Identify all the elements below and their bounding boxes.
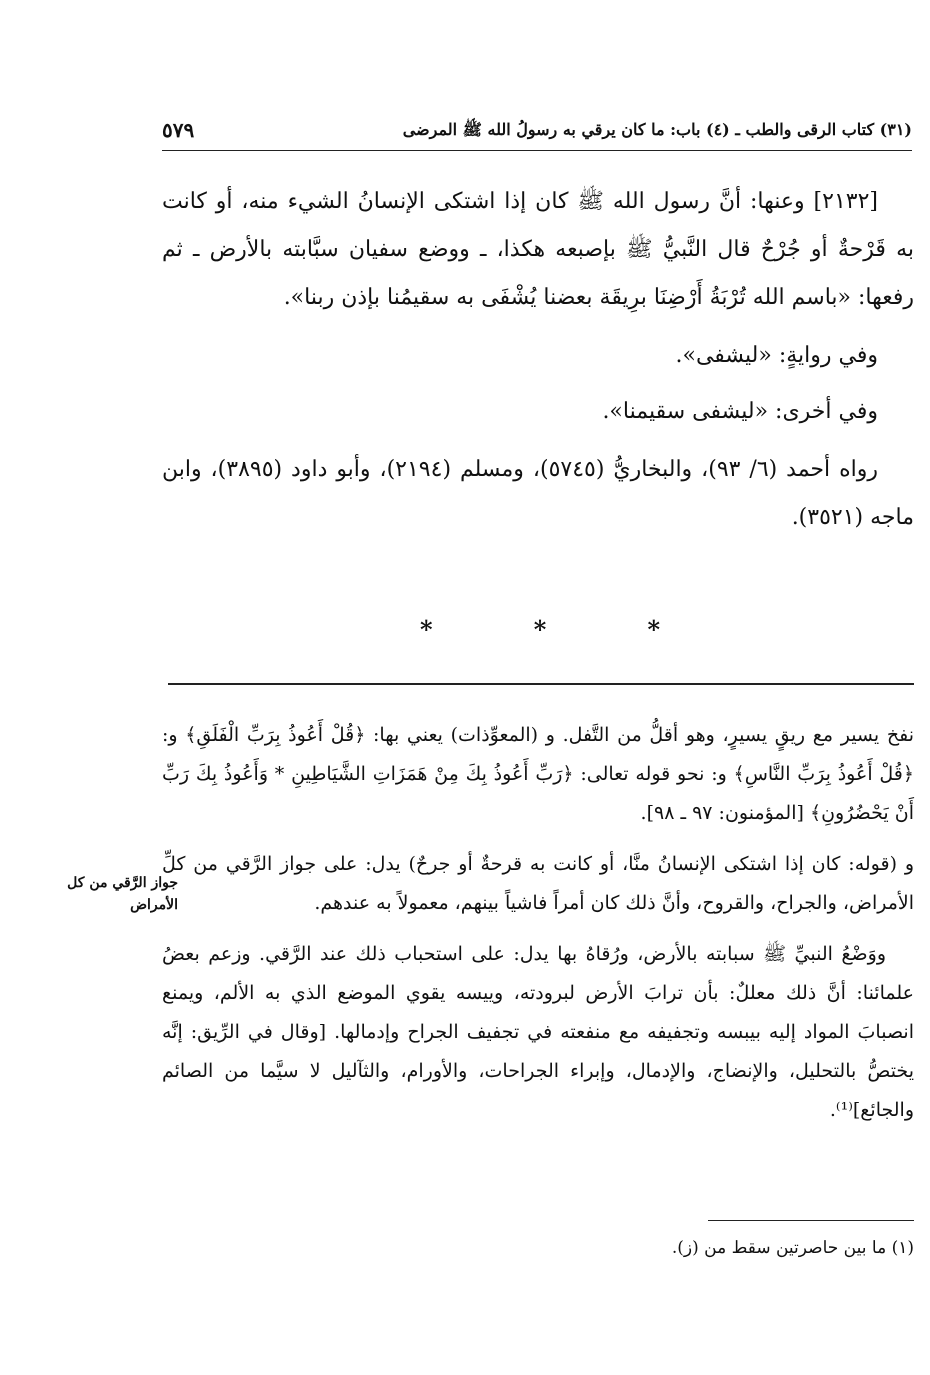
hadith-source: رواه أحمد (٦/ ٩٣)، والبخاريُّ (٥٧٤٥)، ومسلم (٢١٩٤)، وأبو داود (٣٨٩٥)، وابن ماجه (٣٥٢١).	[162, 457, 914, 530]
star-2: *	[533, 615, 547, 644]
header-title: (٣١) كتاب الرقى والطب ـ (٤) باب: ما كان يرقي به رسولُ الله ﷺ المرضى	[402, 120, 912, 139]
hadith-variant-1: وفي روايةٍ: «ليشفى».	[675, 343, 878, 368]
commentary-paragraph-2: و (قوله: كان إذا اشتكى الإنسانُ منَّا، أو كانت به قرحةٌ أو جرحٌ) يدل: على جواز الرَّقي من كلِّ الأمراض، والجراح، والقروح، وأنَّ ذلك كان أمراً فاشياً بينهم، معمولاً به عندهم.	[162, 853, 914, 914]
star-3: *	[420, 615, 433, 644]
star-1: *	[647, 615, 660, 644]
commentary-paragraph-1: نفخ يسير مع ريقٍ يسيرٍ، وهو أقلُّ من التَّفل. و (المعوِّذات) يعني بها: ﴿قُلْ أَعُوذُ بِرَبِّ الْفَلَقِ﴾ و: ﴿قُلْ أَعُوذُ بِرَبِّ النَّاسِ﴾ و: نحو قوله تعالى: ﴿رَبِّ أَعُوذُ بِكَ مِنْ هَمَزَاتِ الشَّيَاطِينِ * وَأَعُوذُ بِكَ رَبِّ أَنْ يَحْضُرُونِ﴾ [المؤمنون: ٩٧ ـ ٩٨].	[162, 724, 914, 824]
hadith-variant-2: وفي أخرى: «ليشفى سقيمنا».	[602, 399, 878, 424]
commentary-separator-line	[168, 683, 914, 685]
hadith-text: [٢١٣٢] وعنها: أنَّ رسول الله ﷺ كان إذا اشتكى الإنسانُ الشيء منه، أو كانت به قَرْحةٌ أو جُرْحٌ قال النَّبيُّ ﷺ بإصبعه هكذا، ـ ووضع سفيان سبَّابته بالأرض ـ ثم رفعها: «باسم الله تُرْبَةُ أَرْضِنَا برِيقَة بعضنا يُشْفَى به سقيمُنا بإذن ربنا».	[162, 189, 914, 310]
margin-note: جواز الرَّقي من كل الأمراض	[67, 875, 178, 913]
footnote: (١) ما بين حاصرتين سقط من (ز).	[671, 1238, 914, 1258]
page-number: ٥٧٩	[162, 118, 195, 142]
commentary-section	[162, 716, 914, 1130]
footnote-separator-line	[708, 1220, 914, 1221]
running-header	[162, 116, 912, 151]
hadith-section	[162, 178, 914, 542]
section-divider-stars	[420, 615, 660, 644]
commentary-paragraph-3: ووَضْعُ النبيِّ ﷺ سبابته بالأرض، ورُقاهُ بها يدل: على استحباب ذلك عند الرَّقي. وزعم بعضُ علمائنا: أنَّ ذلك معللٌ: بأن ترابَ الأرض لبرودته، وييسه يقوي الموضع الذي به الألم، ويمنع انصبابَ المواد إليه بيبسه وتجفيفه مع منفعته في تجفيف الجراح وإدمالها. [وقال في الرِّيق: إنَّه يختصُّ بالتحليل، والإنضاج، والإدمال، وإبراء الجراحات، والأورام، والثآليل لا سيَّما من الصائم والجائع]⁽¹⁾.	[162, 943, 914, 1121]
